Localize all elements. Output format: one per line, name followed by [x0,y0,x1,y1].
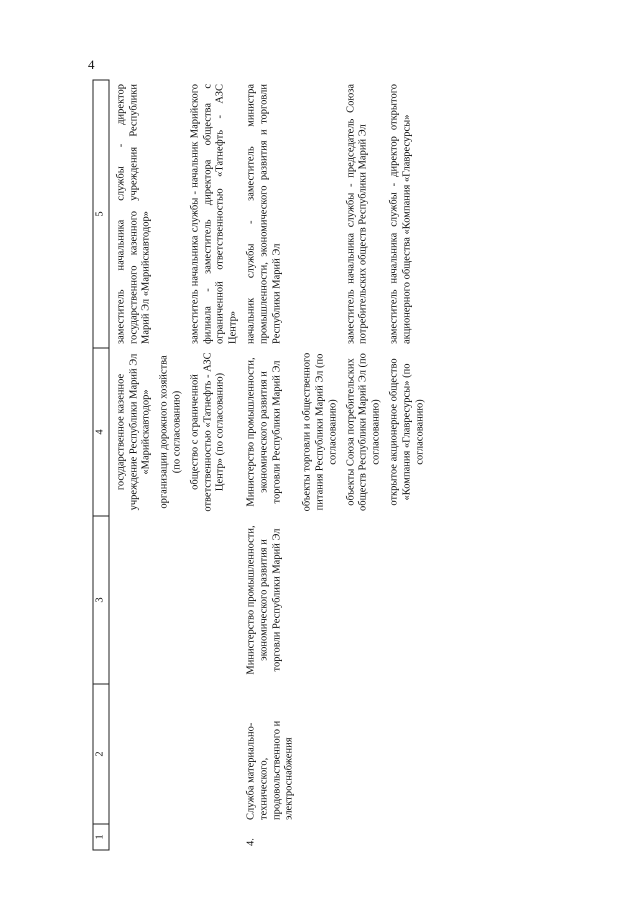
responsible-body [302,516,345,684]
responsible-body [345,516,388,684]
service-lead [302,80,345,348]
organization: объекты торговли и общественного питания Республики Марий Эл (по согласованию) [301,352,339,512]
row-number [388,824,431,850]
organization: государственное казенное учреждение Республики Марий Эл «Марийскавтодор» [115,353,152,511]
table-row [189,80,245,850]
service-lead: заместитель начальника службы - председатель Союза потребительских обществ Республики Марий Эл [345,84,369,344]
table-row [345,80,388,850]
column-header-2: 2 [93,684,109,824]
service-name [159,684,190,824]
column-header-3: 3 [93,516,109,684]
responsible-body [189,516,245,684]
row-number [159,824,190,850]
service-lead: заместитель начальника службы - начальник Марийского филиала - заместитель директора общества с ограниченной ответственностью «Татнефть - АЗС Центр» [189,84,239,344]
table-row [245,80,301,850]
page-number: 4 [88,57,95,72]
table-row [159,80,190,850]
organization: открытое акционерное общество «Компания «Главресурсы» (по согласованию) [388,358,426,506]
table-row [115,80,158,850]
row-number [115,824,158,850]
organization: организации дорожного хозяйства (по согласованию) [158,355,183,509]
table-row [388,80,431,850]
service-name [345,684,388,824]
service-lead: начальник службы - заместитель министра промышленности, экономического развития и торговли Республики Марий Эл [245,84,283,344]
service-lead: заместитель начальника службы - директор открытого акционерного общества «Компания «Главресурсы» [388,84,413,344]
organization: объекты Союза потребительских обществ Республики Марий Эл (по согласованию) [345,353,382,511]
row-number [345,824,388,850]
service-lead [159,80,190,348]
column-header-1: 1 [93,824,109,850]
rotated-table-container [93,81,548,851]
column-header-5: 5 [93,80,109,348]
service-name [189,684,245,824]
column-header-4: 4 [93,348,109,516]
service-name: Служба материально-технического, продовольственного и электроснабжения [245,720,295,820]
organization: общество с ограниченной ответственностью «Татнефть - АЗС Центр» (по согласованию) [189,352,226,512]
responsible-body [159,516,190,684]
responsible-body [388,516,431,684]
services-table [93,80,432,851]
responsible-body [115,516,158,684]
row-number [189,824,245,850]
service-name [388,684,431,824]
service-name [302,684,345,824]
responsible-body: Министерство промышленности, экономического развития и торговли Республики Марий Эл [245,525,283,675]
table-header-row [93,80,109,850]
table-row [302,80,345,850]
organization: Министерство промышленности, экономического развития и торговли Республики Марий Эл [245,357,283,507]
service-lead: заместитель начальника службы - директор государственного казенного учреждения Республики Марий Эл «Марийскавтодор» [115,84,152,344]
row-number [302,824,345,850]
row-number: 4. [245,838,257,846]
service-name [115,684,158,824]
